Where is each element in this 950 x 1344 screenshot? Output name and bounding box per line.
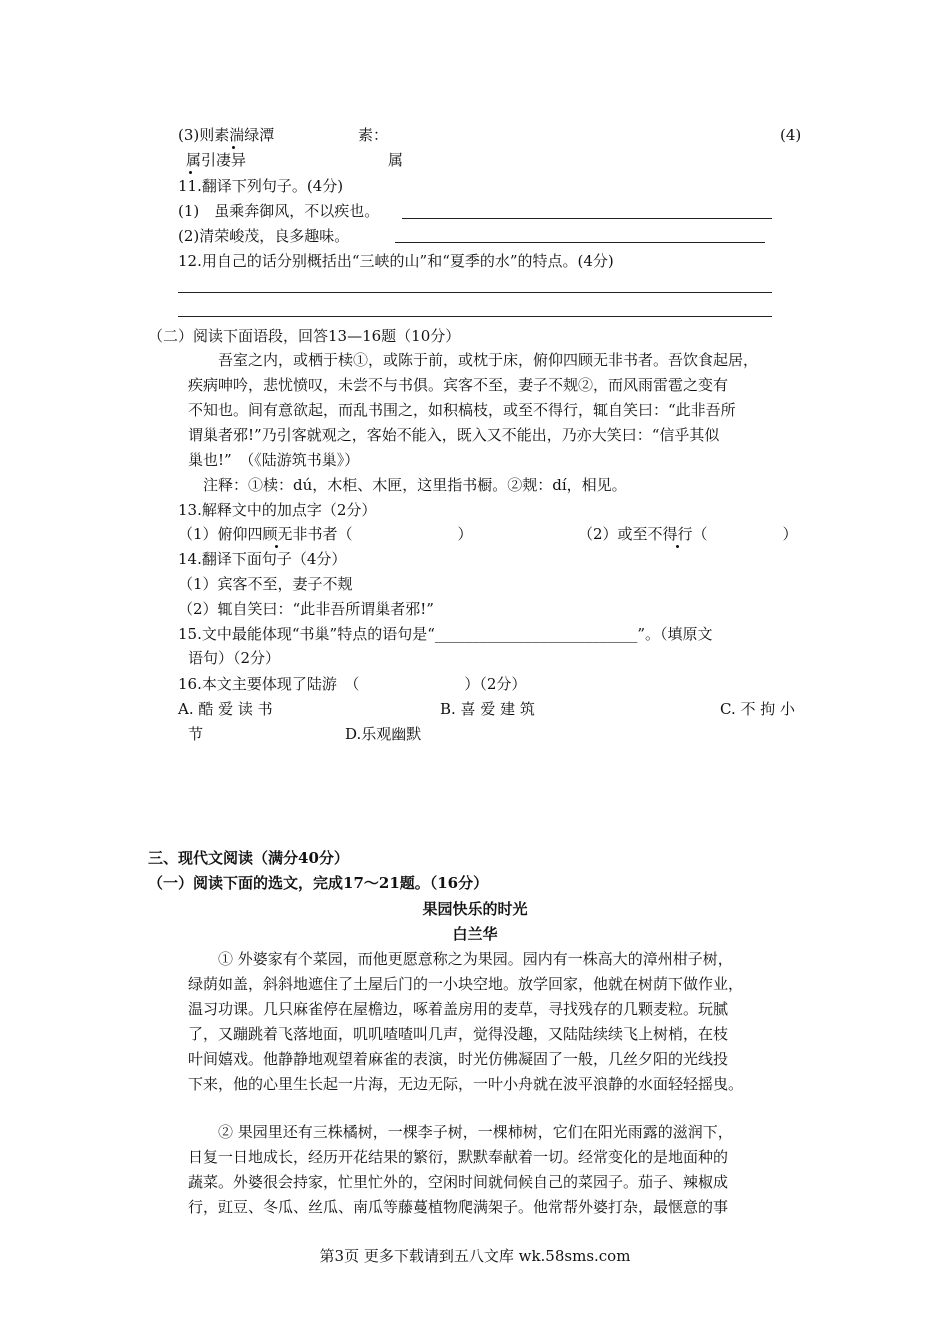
q16-option-b[interactable]: B. 喜 爱 建 筑 [440,700,535,718]
passage-note: 注释：①椟：dú，木柜、木匣，这里指书橱。②觌：dí，相见。 [203,476,627,494]
article-paragraph-2-line: ② 果园里还有三株橘树，一棵李子树，一棵柿树，它们在阳光雨露的滋润下， [218,1123,733,1141]
passage-line: 巢也!” （《陆游筑书巢》） [188,451,360,469]
q11-sentence-1: (1) 虽乘奔御风，不以疾也。 [178,202,380,220]
q16-option-d[interactable]: D.乐观幽默 [345,725,422,743]
q12-answer-line-2[interactable] [178,316,772,317]
q16-title: 16.本文主要体现了陆游 （ ）（2分） [178,675,527,693]
emphasis-dot [275,545,278,548]
q12-answer-line-1[interactable] [178,292,772,293]
emphasis-dot [189,171,192,174]
article-paragraph-1-line: 下来，他的心里生长起一片海，无边无际，一叶小舟就在波平浪静的水面轻轻摇曳。 [188,1075,744,1093]
q13-item-1: （1）俯仰四顾无非书者（ ） [178,525,473,543]
passage-line: 吾室之内，或栖于椟①，或陈于前，或枕于床，俯仰四顾无非书者。吾饮食起居， [218,351,759,369]
q11-answer-line-2[interactable] [395,242,765,243]
q13-item-2: （2）或至不得行（ ） [578,525,798,543]
q13-title: 13.解释文中的加点字（2分） [178,501,377,519]
q10-item4-number: (4) [780,126,802,144]
article-paragraph-2-line: 蔬菜。外婆很会持家，忙里忙外的，空闲时间就伺候自己的菜园子。茄子、辣椒成 [188,1173,729,1191]
emphasis-dot [232,146,235,149]
passage-line: 谓巢者邪!”乃引客就观之，客始不能入，既入又不能出，乃亦大笑曰：“信乎其似 [188,426,720,444]
q10-item4-text: 属引凄异 [186,151,247,169]
q10-item3-answer-label: 素： [358,126,389,144]
passage-line: 不知也。间有意欲起，而乱书围之，如积槁枝，或至不得行，辄自笑曰：“此非吾所 [188,401,736,419]
passage-line: 疾病呻吟，悲忧愤叹，未尝不与书俱。宾客不至，妻子不觌②，而风雨雷雹之变有 [188,376,729,394]
article-paragraph-1-line: 叶间嬉戏。他静静地观望着麻雀的表演，时光仿佛凝固了一般，几丝夕阳的光线投 [188,1050,729,1068]
emphasis-dot [676,545,679,548]
article-paragraph-2-line: 行，豇豆、冬瓜、丝瓜、南瓜等藤蔓植物爬满架子。他常帮外婆打杂，最惬意的事 [188,1198,729,1216]
article-author: 白兰华 [452,925,498,943]
article-paragraph-1-line: 温习功课。几只麻雀停在屋檐边，啄着盖房用的麦草，寻找残存的几颗麦粒。玩腻 [188,1000,729,1018]
q16-option-c[interactable]: C. 不 拘 小 [720,700,796,718]
page-footer: 第3页 更多下载请到五八文库 wk.58sms.com [319,1247,631,1265]
section-2-heading: （二）阅读下面语段，回答13—16题（10分） [148,327,461,345]
section-3-sub-heading: （一）阅读下面的选文，完成17～21题。（16分） [148,874,489,892]
q15-line-1: 15.文中最能体现“书巢”特点的语句是“___________________________”。（填原文 [178,625,713,643]
q11-title: 11.翻译下列句子。(4分) [178,177,344,195]
q16-option-a[interactable]: A. 酷 爱 读 书 [178,700,273,718]
q14-item-1: （1）宾客不至，妻子不觌 [178,575,353,593]
q16-option-c-continued: 节 [188,725,204,743]
q15-line-2: 语句）（2分） [188,649,281,667]
q14-title: 14.翻译下面句子（4分） [178,550,347,568]
q11-sentence-2: (2)清荣峻茂，良多趣味。 [178,227,350,245]
article-paragraph-2-line: 日复一日地成长，经历开花结果的繁衍，默默奉献着一切。经常变化的是地面种的 [188,1148,729,1166]
article-paragraph-1-line: 了，又蹦跳着飞落地面，叽叽喳喳叫几声，觉得没趣，又陆陆续续飞上树梢，在枝 [188,1025,729,1043]
article-paragraph-1-line: 绿荫如盖，斜斜地遮住了土屋后门的一小块空地。放学回家，他就在树荫下做作业， [188,975,744,993]
section-3-title: 三、现代文阅读（满分40分） [148,849,349,867]
q14-item-2: （2）辄自笑曰：“此非吾所谓巢者邪!” [178,600,434,618]
q10-item3-text: (3)则素湍绿潭 [178,126,275,144]
q12-title: 12.用自己的话分别概括出“三峡的山”和“夏季的水”的特点。(4分) [178,252,614,270]
q11-answer-line-1[interactable] [402,218,772,219]
q10-item4-answer-label: 属 [388,151,404,169]
article-title: 果园快乐的时光 [422,900,528,918]
article-paragraph-1-line: ① 外婆家有个菜园，而他更愿意称之为果园。园内有一株高大的漳州柑子树， [218,950,733,968]
